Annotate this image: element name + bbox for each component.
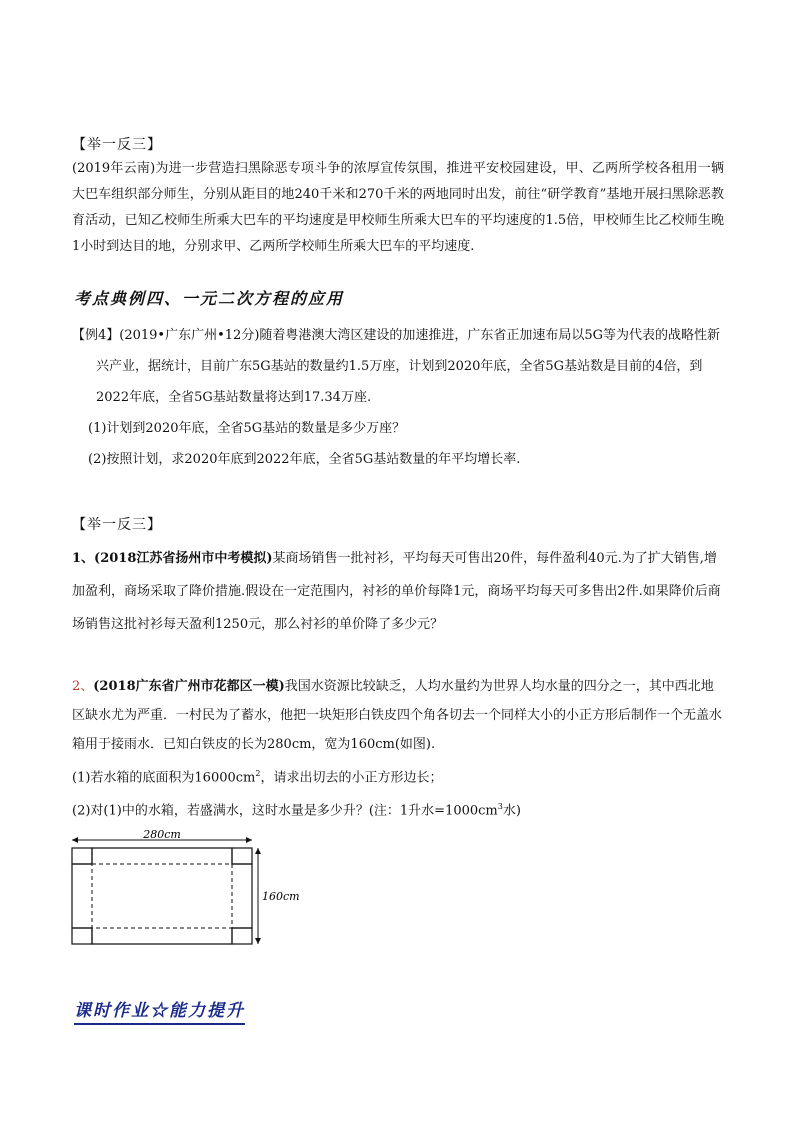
sheet-diagram [66, 826, 306, 956]
height-arrow-top [255, 848, 261, 854]
height-arrow-bottom [255, 938, 261, 944]
example-4-question-2: (2)按照计划，求2020年底到2022年底，全省5G基站数量的年平均增长率. [88, 452, 521, 467]
width-label: 280cm [143, 828, 181, 841]
example-4 [72, 320, 724, 475]
problem-2-number: 2、 [72, 679, 94, 694]
problem-1 [72, 542, 724, 641]
problem-2-text: 我国水资源比较缺乏，人均水量约为世界人均水量的四分之一，其中西北地区缺水尤为严重．一村民为了蓄水，他把一块矩形白铁皮四个角各切去一个同样大小的小正方形后制作一个无盖水箱用于接雨水．已知白铁皮的长为280cm，宽为160cm(如图). [72, 679, 723, 752]
problem-2-question-2: (2)对(1)中的水箱，若盛满水，这时水量是多少升？(注：1升水$=1000cm^3$水) [72, 802, 521, 819]
corner-square-br [232, 928, 252, 944]
section-1-problem: (2019年云南)为进一步营造扫黑除恶专项斗争的浓厚宣传氛围，推进平安校园建设，甲、乙两所学校各租用一辆大巴车组织部分师生，分别从距目的地240千米和270千米的两地同时出发，前往“研学教育”基地开展扫黑除恶教育活动，已知乙校师生所乘大巴车的平均速度是甲校师生所乘大巴车的平均速度的1.5倍，甲校师生比乙校师生晚1小时到达目的地，分别求甲、乙两所学校师生所乘大巴车的平均速度. [72, 161, 724, 254]
corner-square-bl [72, 928, 92, 944]
problem-2-question-1: (1)若水箱的底面积为$16000cm^2$，请求出切去的小正方形边长； [72, 769, 443, 786]
section-1 [72, 134, 724, 260]
corner-square-tl [72, 848, 92, 864]
width-arrow-right [246, 837, 252, 843]
example-4-label: 【例4】 [72, 328, 120, 343]
section-1-header: 【举一反三】 [72, 137, 162, 153]
example-4-body: (2019•广东广州•12分)随着粤港澳大湾区建设的加速推进，广东省正加速布局以5G等为代表的战略性新兴产业，据统计，目前广东5G基站的数量约1.5万座，计划到2020年底，全省5G基站数是目前的4倍，到2022年底，全省5G基站数量将达到17.34万座. [96, 328, 721, 405]
sheet-outline [72, 848, 252, 944]
problem-1-number: 1、 [72, 551, 95, 566]
section-3-header: 【举一反三】 [72, 517, 162, 533]
problem-1-text: 某商场销售一批衬衫，平均每天可售出20件，每件盈利40元.为了扩大销售,增加盈利，商场采取了降价措施.假设在一定范围内，衬衫的单价每降1元，商场平均每天可多售出2件.如果降价后商场销售这批衬衫每天盈利1250元，那么衬衫的单价降了多少元？ [72, 551, 721, 632]
homework-title: 课时作业☆能力提升 [74, 996, 245, 1025]
fold-lines [92, 864, 232, 928]
problem-1-source: (2018江苏省扬州市中考模拟) [94, 551, 273, 566]
problem-2-source: (2018广东省广州市花都区一模) [93, 679, 285, 694]
problem-2 [72, 672, 724, 826]
width-arrow-left [72, 837, 78, 843]
example-4-question-1: (1)计划到2020年底，全省5G基站的数量是多少万座？ [88, 421, 406, 436]
section-2-title: 考点典例四、一元二次方程的应用 [74, 289, 345, 308]
section-3 [72, 514, 724, 641]
problem-2-text-block [72, 672, 724, 759]
height-label: 160cm [262, 890, 300, 903]
corner-square-tr [232, 848, 252, 864]
example-4-text [72, 320, 724, 413]
